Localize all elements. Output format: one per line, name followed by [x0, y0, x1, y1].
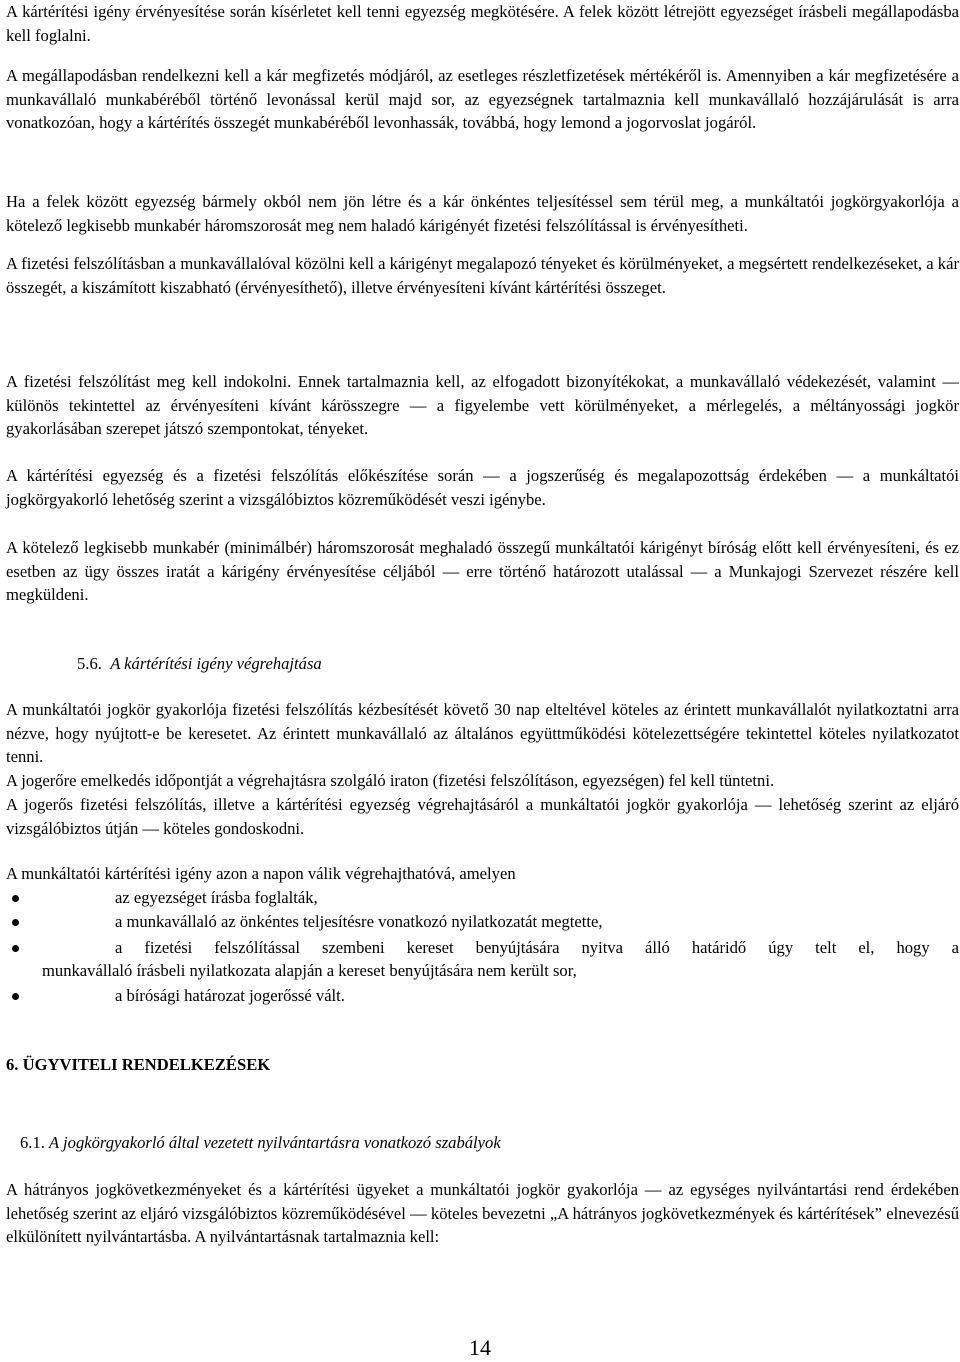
- section-heading-6: 6. ÜGYVITELI RENDELKEZÉSEK: [6, 1055, 271, 1074]
- section-title: A kártérítési igény végrehajtása: [110, 654, 322, 673]
- section-number: 5.6.: [77, 654, 102, 673]
- list-item-text: a fizetési felszólítással szembeni kereset benyújtására nyitva álló határidő úgy telt el, hogy a: [115, 938, 959, 957]
- paragraph-settlement-attempt: A kártérítési igény érvényesítése során kísérletet kell tenni egyezség megkötésére. A felek között létrejött egyezséget írásbeli megállapodásba kell foglalni.: [6, 2, 959, 45]
- paragraph-enforceability-intro: A munkáltatói kártérítési igény azon a napon válik végrehajthatóvá, amelyen: [6, 864, 516, 883]
- paragraph-enforcement-duty: A jogerős fizetési felszólítás, illetve a kártérítési egyezség végrehajtásáról a munkáltatói jogkör gyakorlója — lehetőség szerint az eljáró vizsgálóbiztos útján — köteles gondoskodni.: [6, 795, 959, 838]
- paragraph-legal-force-date: A jogerőre emelkedés időpontját a végrehajtásra szolgáló iraton (fizetési felszólításon, egyezségen) fel kell tüntetni.: [6, 771, 775, 790]
- section-heading-5-6: [77, 652, 322, 676]
- list-item-text: a munkavállaló az önkéntes teljesítésre vonatkozó nyilatkozatát megtette,: [115, 912, 603, 931]
- paragraph-court-claim: A kötelező legkisebb munkabér (minimálbér) háromszorosát meghaladó összegű munkáltatói kárigényt bíróság előtt kell érvényesíteni, és ez esetben az ügy összes iratát a kárigény érvényesítése céljából — erre történő határozott utalással — a Munkajogi Szervezet részére kell megküldeni.: [6, 538, 959, 604]
- list-item: [6, 984, 959, 1008]
- list-item-text: a bírósági határozat jogerőssé vált.: [115, 986, 345, 1005]
- bullet-icon: [12, 993, 19, 1000]
- paragraph-notice-justification: A fizetési felszólítást meg kell indokolni. Ennek tartalmaznia kell, az elfogadott bizonyítékokat, a munkavállaló védekezését, valamint — különös tekintettel az érvényesíteni kívánt kárösszegre — a figyelembe vett körülményeket, a mérlegelés, a méltányossági jogkör gyakorlásában szerepet játszó szempontokat, tényeket.: [6, 372, 959, 438]
- list-item: [6, 936, 959, 984]
- paragraph-statement-obligation: A munkáltatói jogkör gyakorlója fizetési felszólítás kézbesítését követő 30 nap elteltével köteles az érintett munkavállalót nyilatkoztatni arra nézve, hogy nyújtott-e be keresetet. Az érintett munkavállaló az általános együttműködési kötelezettségére tekintettel köteles nyilatkozatot tenni.: [6, 700, 959, 766]
- paragraph-payment-notice: Ha a felek között egyezség bármely okból nem jön létre és a kár önkéntes teljesítéssel sem térül meg, a munkáltatói jogkörgyakorlója a kötelező legkisebb munkabér háromszorosát meg nem haladó kárigényét fizetési felszólítással is érvényesítheti.: [6, 192, 959, 235]
- list-item-text: az egyezséget írásba foglalták,: [115, 888, 318, 907]
- list-item-text-continuation: munkavállaló írásbeli nyilatkozata alapján a kereset benyújtására nem került sor,: [42, 961, 577, 980]
- paragraph-register-rules: A hátrányos jogkövetkezményeket és a kártérítési ügyeket a munkáltatói jogkör gyakorlója — az egységes nyilvántartási rend érdekében lehetőség szerint az eljáró vizsgálóbiztos közreműködésével — köteles bevezetni „A hátrányos jogkövetkezmények és kártérítések” elnevezésű elkülönített nyilvántartásba. A nyilvántartásnak tartalmaznia kell:: [6, 1180, 959, 1246]
- bullet-icon: [12, 895, 19, 902]
- list-item: [6, 886, 959, 910]
- paragraph-notice-contents: A fizetési felszólításban a munkavállalóval közölni kell a kárigényt megalapozó tényeket és körülményeket, a megsértett rendelkezéseket, a kár összegét, a kiszámított kiszabható (érvényesíthető), illetve érvényesíteni kívánt kártérítési összeget.: [6, 254, 959, 297]
- page-number: 14: [469, 1335, 491, 1360]
- bullet-icon: [12, 919, 19, 926]
- paragraph-agreement-terms: A megállapodásban rendelkezni kell a kár megfizetés módjáról, az esetleges részletfizetések mértékéről is. Amennyiben a kár megfizetésére a munkavállaló munkabéréből történő levonással kerül majd sor, az egyezségnek tartalmaznia kell munkavállaló hozzájárulását is arra vonatkozóan, hogy a kártérítés összegét munkabéréből levonhassák, továbbá, hogy lemond a jogorvoslat jogáról.: [6, 66, 959, 132]
- list-item: [6, 910, 959, 934]
- section-title: A jogkörgyakorló által vezetett nyilvántartásra vonatkozó szabályok: [49, 1133, 501, 1152]
- bullet-icon: [12, 945, 19, 952]
- paragraph-preparation: A kártérítési egyezség és a fizetési felszólítás előkészítése során — a jogszerűség és megalapozottság érdekében — a munkáltatói jogkörgyakorló lehetőség szerint a vizsgálóbiztos közreműködését veszi igénybe.: [6, 466, 959, 509]
- section-number: 6.1.: [20, 1133, 45, 1152]
- section-heading-6-1: [20, 1131, 501, 1155]
